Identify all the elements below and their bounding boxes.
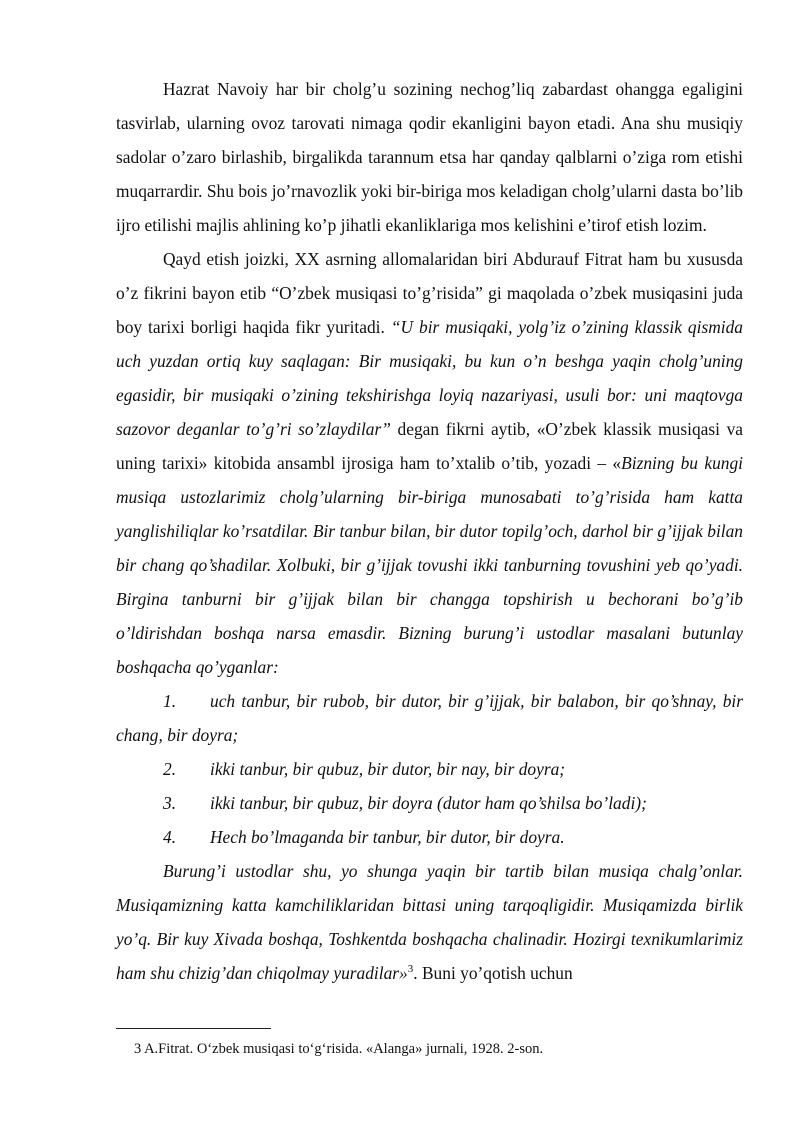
footnote-reference[interactable]: 3 [407, 963, 414, 976]
paragraph-1-text: Hazrat Navoiy har bir cholg’u sozining nechog’liq zabardast ohangga egaligini tasvirlab, ularning ovoz tarovati nimaga qodir ekanligini bayon etadi. Ana shu musiqiy sadolar o’zaro birlashib, birgalikda tarannum etsa har qanday qalblarni o’ziga rom etishi muqarrardir. Shu bois jo’rnavozlik yoki bir-biriga mos keladigan cholg’ularni dasta bo’lib ijro etilishi majlis ahlining ko’p jihatli ekanliklariga mos kelishini e’tirof etish lozim. [116, 79, 743, 235]
paragraph-2-quote-2: Bizning bu kungi musiqa ustozlarimiz cholg’ularning bir-biriga munosabati to’g’risida ham katta yanglishiliqlar ko’rsatdilar. Bir tanbur bilan, bir dutor topilg’och, darhol bir g’ijjak bilan bir chang qo’shadilar. Xolbuki, bir g’ijjak tovushi ikki tanburning tovushini yeb qo’yadi. Birgina tanburni bir g’ijjak bilan bir changga topshirish u bechorani bo’g’ib o’ldirishdan boshqa narsa emasdir. Bizning burung’i ustodlar masalani butunlay boshqacha qo’yganlar: [116, 453, 743, 677]
list-item-text: uch tanbur, bir rubob, bir dutor, bir g’ijjak, bir balabon, bir qo’shnay, bir chang, bir doyra; [116, 691, 743, 745]
list-item-number: 1. [163, 691, 177, 711]
paragraph-2-text-c: degan fikrni aytib, «O’zbek klassik musiqasi va uning tarixi» kitobida ansambl ijrosiga ham to’xtalib o’tib, yozadi – « [116, 419, 743, 473]
paragraph-2-quote-1: “U bir musiqaki, yolg’iz o’zining klassik qismida uch yuzdan ortiq kuy saqlagan: Bir musiqaki, bu kun o’n beshga yaqin cholg’uning egasidir, bir musiqaki o’zining tekshirishga loyiq nazariyasi, usuli bor: uni maqtovga sazovor deganlar to’g’ri so’zlaydilar” [116, 317, 743, 439]
list-item-text: Hech bo’lmaganda bir tanbur, bir dutor, bir doyra. [210, 827, 565, 847]
list-item-2 [116, 752, 743, 786]
footnote-separator [116, 1028, 271, 1029]
list-item-text: ikki tanbur, bir qubuz, bir dutor, bir nay, bir doyra; [210, 759, 566, 779]
paragraph-3 [116, 854, 743, 990]
paragraph-1 [116, 72, 743, 242]
footnote: 3 A.Fitrat. O‘zbek musiqasi to‘g‘risida. «Alanga» jurnali, 1928. 2-son. [134, 1041, 544, 1057]
list-item-number: 3. [163, 793, 177, 813]
list-item-3 [116, 786, 743, 820]
list-item-number: 4. [163, 827, 177, 847]
paragraph-2-text-a: Qayd etish joizki, XX asrning allomalaridan biri Abdurauf Fitrat ham bu xususda o’z fikrini bayon etib “O’zbek musiqasi to’g’risida” gi maqolada o’zbek musiqasini juda boy tarixi borligi haqida fikr yuritadi. [116, 249, 743, 337]
list-item-1 [116, 684, 743, 752]
paragraph-3-text: . Buni yo’qotish uchun [413, 963, 573, 983]
paragraph-2 [116, 242, 743, 684]
list-item-text: ikki tanbur, bir qubuz, bir doyra (dutor ham qo’shilsa bo’ladi); [210, 793, 647, 813]
paragraph-3-quote: Burung’i ustodlar shu, yo shunga yaqin bir tartib bilan musiqa chalg’onlar. Musiqamizning katta kamchiliklaridan bittasi uning tarqoqligidir. Musiqamizda birlik yo’q. Bir kuy Xivada boshqa, Toshkentda boshqacha chalinadir. Hozirgi texnikumlarimiz ham shu chizig’dan chiqolmay yuradilar» [116, 861, 743, 983]
list-item-number: 2. [163, 759, 177, 779]
list-item-4 [116, 820, 743, 854]
